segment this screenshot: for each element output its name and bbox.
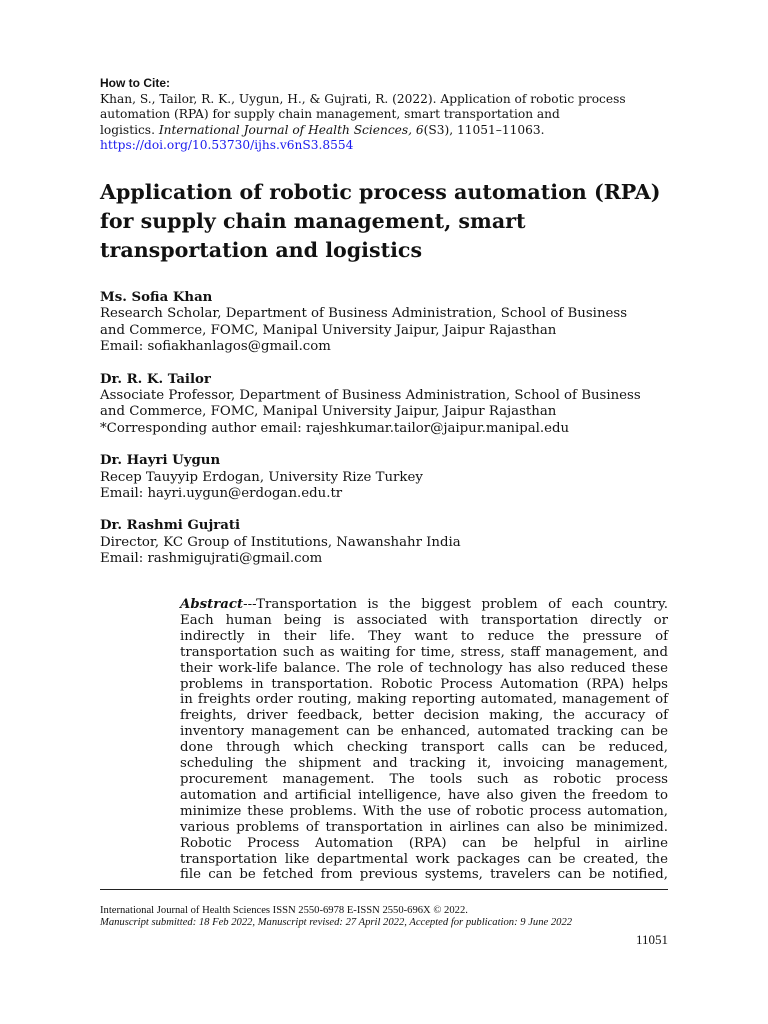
abstract-line: Robotic Process Automation (RPA) can be helpful in airline [180,835,668,851]
author-hayri-uygun [100,453,680,502]
author-email: Email: hayri.uygun@erdogan.edu.tr [100,486,343,502]
title-line-2: for supply chain management, smart [100,209,526,233]
author-rk-tailor [100,372,680,438]
footer-manuscript-dates: Manuscript submitted: 18 Feb 2022, Manuscript revised: 27 April 2022, Accepted for publication: 9 June 2022 [100,917,573,929]
abstract-line: freights, driver feedback, better decision making, the accuracy of [180,708,668,724]
title-line-3: transportation and logistics [100,238,423,262]
author-email: Email: rashmigujrati@gmail.com [100,551,323,567]
author-name: Dr. Hayri Uygun [100,453,221,469]
author-name: Ms. Sofia Khan [100,290,213,305]
abstract-line: their work-life balance. The role of technology has also reduced these [180,660,668,676]
author-affiliation-line: Research Scholar, Department of Business Administration, School of Business [100,306,628,322]
citation-block [100,76,680,154]
abstract-line: transportation like departmental work packages can be created, the [180,851,668,867]
abstract-line: procurement management. The tools such as robotic process [180,771,668,787]
doi-link[interactable]: https://doi.org/10.53730/ijhs.v6nS3.8554 [100,138,354,153]
citation-line-3-prefix: logistics. [100,122,159,137]
abstract-line: file can be fetched from previous systems, travelers can be notified, [180,867,668,883]
author-name: Dr. Rashmi Gujrati [100,518,241,534]
author-affiliation-line: and Commerce, FOMC, Manipal University Jaipur, Jaipur Rajasthan [100,322,557,338]
citation-line-1: Khan, S., Tailor, R. K., Uygun, H., & Gujrati, R. (2022). Application of robotic process [100,91,626,106]
abstract-label: Abstract [180,597,244,612]
abstract-line: transportation such as waiting for time, stress, staff management, and [180,644,668,660]
abstract-line: done through which checking transport calls can be reduced, [180,740,668,756]
author-email: Email: sofiakhanlagos@gmail.com [100,339,331,355]
author-affiliation-line: Director, KC Group of Institutions, Nawanshahr India [100,534,461,550]
abstract-line: minimize these problems. With the use of robotic process automation, [180,803,668,819]
page-number: 11051 [635,932,668,947]
abstract-line: various problems of transportation in airlines can also be minimized. [180,819,668,835]
citation-line-3-suffix: (S3), 11051–11063. [423,122,545,137]
author-email: *Corresponding author email: rajeshkumar.tailor@jaipur.manipal.edu [100,420,570,436]
citation-line-3 [100,123,680,139]
abstract-line: automation and artificial intelligence, have also given the freedom to [180,787,668,803]
author-sofia-khan [100,290,680,356]
author-list [100,290,680,584]
footer-divider [100,889,668,890]
author-name: Dr. R. K. Tailor [100,371,211,387]
author-affiliation-line: and Commerce, FOMC, Manipal University Jaipur, Jaipur Rajasthan [100,404,557,420]
citation-journal: International Journal of Health Sciences, 6 [158,122,424,137]
abstract-line: indirectly in their life. They want to reduce the pressure of [180,628,668,644]
abstract-line: scheduling the shipment and tracking it, invoicing management, [180,756,668,772]
abstract-line: Each human being is associated with transportation directly or [180,612,668,628]
abstract-line: problems in transportation. Robotic Process Automation (RPA) helps [180,676,668,692]
abstract-first-line-text: ---Transportation is the biggest problem of each country. [243,597,668,612]
citation-line-2: automation (RPA) for supply chain management, smart transportation and [100,107,560,122]
footer-journal-info: International Journal of Health Sciences ISSN 2550-6978 E-ISSN 2550-696X © 2022. [100,905,468,916]
author-affiliation-line: Recep Tauyyip Erdogan, University Rize Turkey [100,469,423,485]
title-line-1: Application of robotic process automation (RPA) [100,180,661,204]
abstract-line: in freights order routing, making reporting automated, management of [180,692,668,708]
abstract-line [180,597,668,613]
how-to-cite-label: How to Cite: [100,76,170,90]
abstract-line: inventory management can be enhanced, automated tracking can be [180,724,668,740]
paper-title [100,178,680,265]
abstract-block [180,597,668,883]
author-rashmi-gujrati [100,518,680,567]
page-footer [100,905,668,930]
author-affiliation-line: Associate Professor, Department of Business Administration, School of Business [100,388,641,404]
